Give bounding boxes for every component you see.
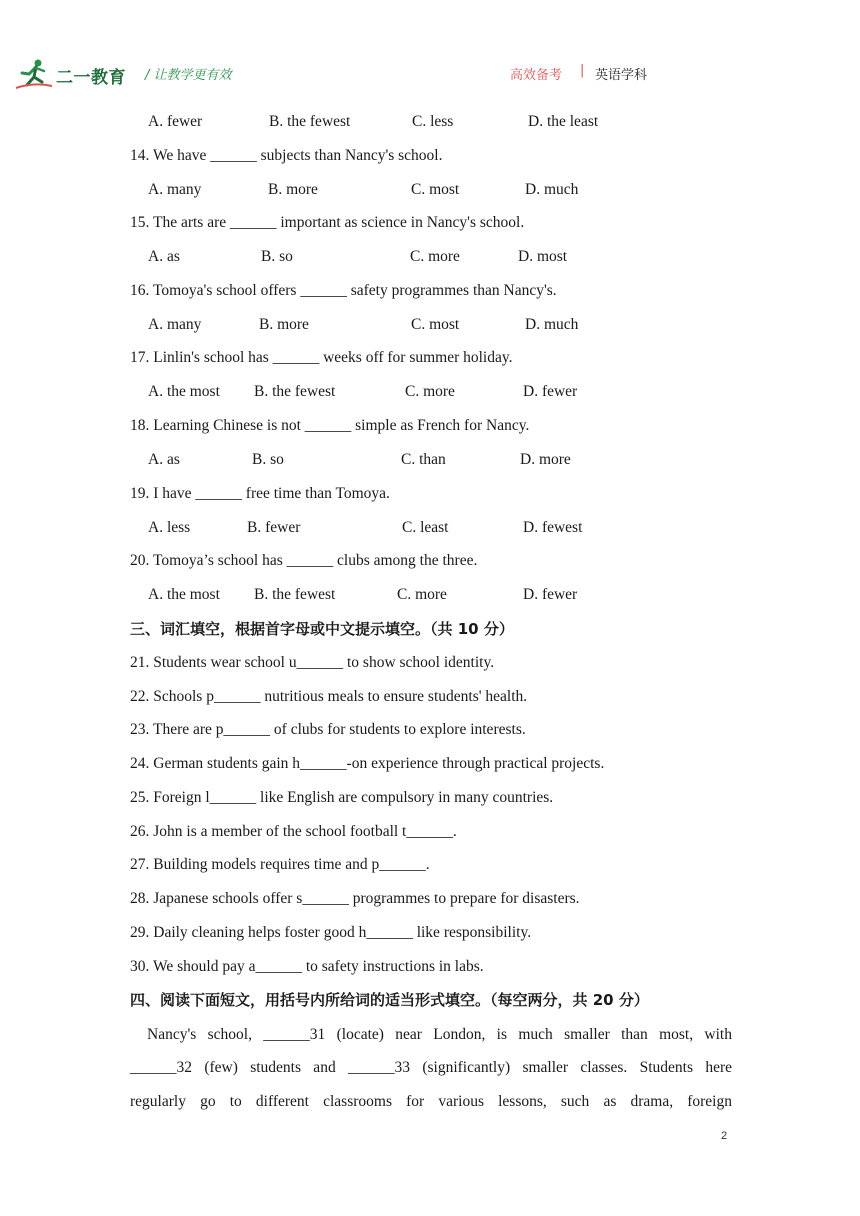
vocab-item-28: 28. Japanese schools offer s______ programmes to prepare for disasters. — [130, 890, 580, 907]
page-header — [0, 56, 860, 92]
option-d: D. the least — [528, 113, 599, 130]
option-b: B. the fewest — [254, 383, 336, 400]
vocab-item-27: 27. Building models requires time and p______. — [130, 856, 430, 873]
vocab-item-30: 30. We should pay a______ to safety instructions in labs. — [130, 958, 484, 975]
passage-line-3: regularly go to different classrooms for various lessons, such as drama, foreign — [130, 1093, 732, 1110]
option-d: D. fewest — [523, 519, 583, 536]
logo — [14, 58, 126, 90]
option-c: C. more — [410, 248, 460, 265]
option-d: D. much — [525, 181, 579, 198]
passage-line-2: ______32 (few) students and ______33 (significantly) smaller classes. Students here — [130, 1059, 732, 1076]
option-a: A. many — [148, 181, 202, 198]
option-d: D. fewer — [523, 383, 578, 400]
option-c: C. than — [401, 451, 446, 468]
subject-label: 英语学科 — [595, 68, 648, 83]
exam-tag: 高效备考 — [510, 68, 563, 83]
option-b: B. so — [252, 451, 284, 468]
vocab-item-23: 23. There are p______ of clubs for students to explore interests. — [130, 721, 526, 738]
option-a: A. the most — [148, 586, 220, 603]
option-b: B. fewer — [247, 519, 301, 536]
question-stem: 14. We have ______ subjects than Nancy's school. — [130, 147, 443, 164]
option-d: D. most — [518, 248, 568, 265]
option-b: B. the fewest — [254, 586, 336, 603]
option-c: C. most — [411, 181, 460, 198]
option-a: A. as — [148, 451, 180, 468]
logo-text: 二一教育 — [56, 68, 126, 88]
option-a: A. as — [148, 248, 180, 265]
option-c: C. less — [412, 113, 454, 130]
question-stem: 16. Tomoya's school offers ______ safety programmes than Nancy's. — [130, 282, 557, 299]
question-stem: 20. Tomoya’s school has ______ clubs among the three. — [130, 552, 478, 569]
vocab-item-22: 22. Schools p______ nutritious meals to ensure students' health. — [130, 688, 528, 705]
question-stem: 18. Learning Chinese is not ______ simple as French for Nancy. — [130, 417, 530, 434]
vocab-item-21: 21. Students wear school u______ to show school identity. — [130, 654, 495, 671]
option-b: B. more — [268, 181, 318, 198]
option-d: D. more — [520, 451, 571, 468]
question-stem: 15. The arts are ______ important as science in Nancy's school. — [130, 214, 525, 231]
header-separator: | — [580, 63, 585, 78]
option-a: A. the most — [148, 383, 220, 400]
vocab-item-24: 24. German students gain h______-on experience through practical projects. — [130, 755, 605, 772]
section-title: 四、阅读下面短文，用括号内所给词的适当形式填空。（每空两分，共 20 分） — [130, 991, 649, 1009]
vocab-item-25: 25. Foreign l______ like English are compulsory in many countries. — [130, 789, 554, 806]
page-number: 2 — [721, 1130, 728, 1142]
option-c: C. most — [411, 316, 460, 333]
option-b: B. the fewest — [269, 113, 351, 130]
vocab-item-29: 29. Daily cleaning helps foster good h______ like responsibility. — [130, 924, 532, 941]
option-c: C. more — [397, 586, 447, 603]
passage-line-1: Nancy's school, ______31 (locate) near London, is much smaller than most, with — [147, 1026, 732, 1043]
option-d: D. much — [525, 316, 579, 333]
option-b: B. more — [259, 316, 309, 333]
option-a: A. many — [148, 316, 202, 333]
question-stem: 19. I have ______ free time than Tomoya. — [130, 485, 390, 502]
slogan: / 让教学更有效 — [145, 68, 232, 83]
option-a: A. less — [148, 519, 191, 536]
question-stem: 17. Linlin's school has ______ weeks off for summer holiday. — [130, 349, 513, 366]
option-d: D. fewer — [523, 586, 578, 603]
option-a: A. fewer — [148, 113, 203, 130]
running-man-icon — [14, 58, 54, 90]
vocab-item-26: 26. John is a member of the school football t______. — [130, 823, 457, 840]
section-title: 三、词汇填空，根据首字母或中文提示填空。（共 10 分） — [130, 620, 514, 638]
option-c: C. more — [405, 383, 455, 400]
option-b: B. so — [261, 248, 293, 265]
option-c: C. least — [402, 519, 449, 536]
